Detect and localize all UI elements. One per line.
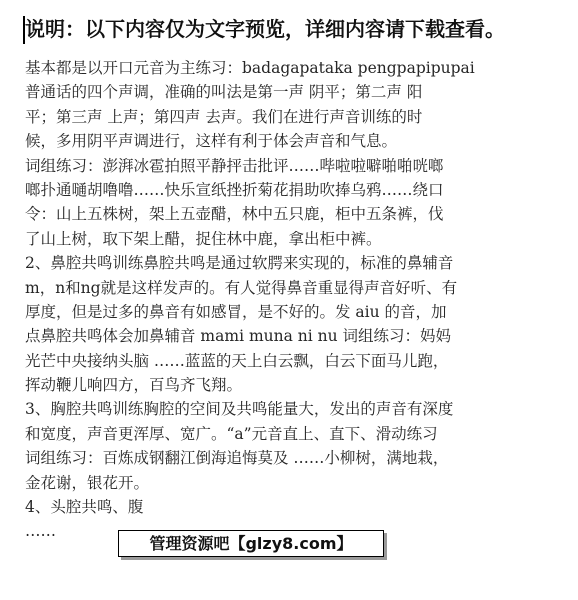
text-line: 啷扑通嗵胡噜噜……快乐宣纸挫折菊花捐助吹捧乌鸦……绕口 (25, 180, 444, 199)
preview-notice-text: 说明：以下内容仅为文字预览，详细内容请下载查看。 (25, 17, 505, 41)
text-line: 金花谢，银花开。 (25, 473, 150, 492)
text-line: 挥动鞭儿响四方，百鸟齐飞翔。 (25, 376, 243, 395)
text-line: 厚度，但是过多的鼻音有如感冒，是不好的。发 aiu 的音，加 (25, 302, 447, 321)
text-line: …… (25, 522, 56, 541)
text-line: 2、鼻腔共鸣训练鼻腔共鸣是通过软腭来实现的，标准的鼻辅音 (25, 254, 454, 273)
text-line: m，n和ng就是这样发声的。有人觉得鼻音重显得声音好听、有 (25, 278, 458, 297)
text-line: 4、头腔共鸣、腹 (25, 498, 144, 517)
text-line: 点鼻腔共鸣体会加鼻辅音 mami muna ni nu 词组练习：妈妈 (25, 327, 452, 346)
text-line: 光芒中央接纳头脑 ……蓝蓝的天上白云飘，白云下面马儿跑， (25, 351, 449, 370)
text-line: 普通话的四个声调，准确的叫法是第一声 阴平；第二声 阳 (25, 83, 423, 102)
text-line: 平；第三声 上声；第四声 去声。我们在进行声音训练的时 (25, 107, 423, 126)
site-watermark-label: 管理资源吧【glzy8.com】 (118, 530, 384, 557)
text-line: 和宽度，声音更浑厚、宽广。“a”元音直上、直下、滑动练习 (25, 424, 438, 443)
text-line: 3、胸腔共鸣训练胸腔的空间及共鸣能量大，发出的声音有深度 (25, 400, 454, 419)
text-line: 了山上树，取下架上醋，捉住林中鹿，拿出柜中裤。 (25, 229, 382, 248)
text-line: 词组练习：百炼成钢翻江倒海追悔莫及 ……小柳树，满地栽， (25, 449, 449, 468)
text-line: 词组练习：澎湃冰雹拍照平静抨击批评……哔啦啦噼啪啪咣啷 (25, 156, 444, 175)
text-line: 令：山上五株树，架上五壶醋，林中五只鹿，柜中五条裤，伐 (25, 205, 444, 224)
text-line: 基本都是以开口元音为主练习：badagapataka pengpapipupai (25, 59, 475, 77)
text-line: 候，多用阴平声调进行，这样有利于体会声音和气息。 (25, 132, 398, 151)
document-body (25, 56, 557, 544)
preview-notice-header (0, 14, 578, 46)
